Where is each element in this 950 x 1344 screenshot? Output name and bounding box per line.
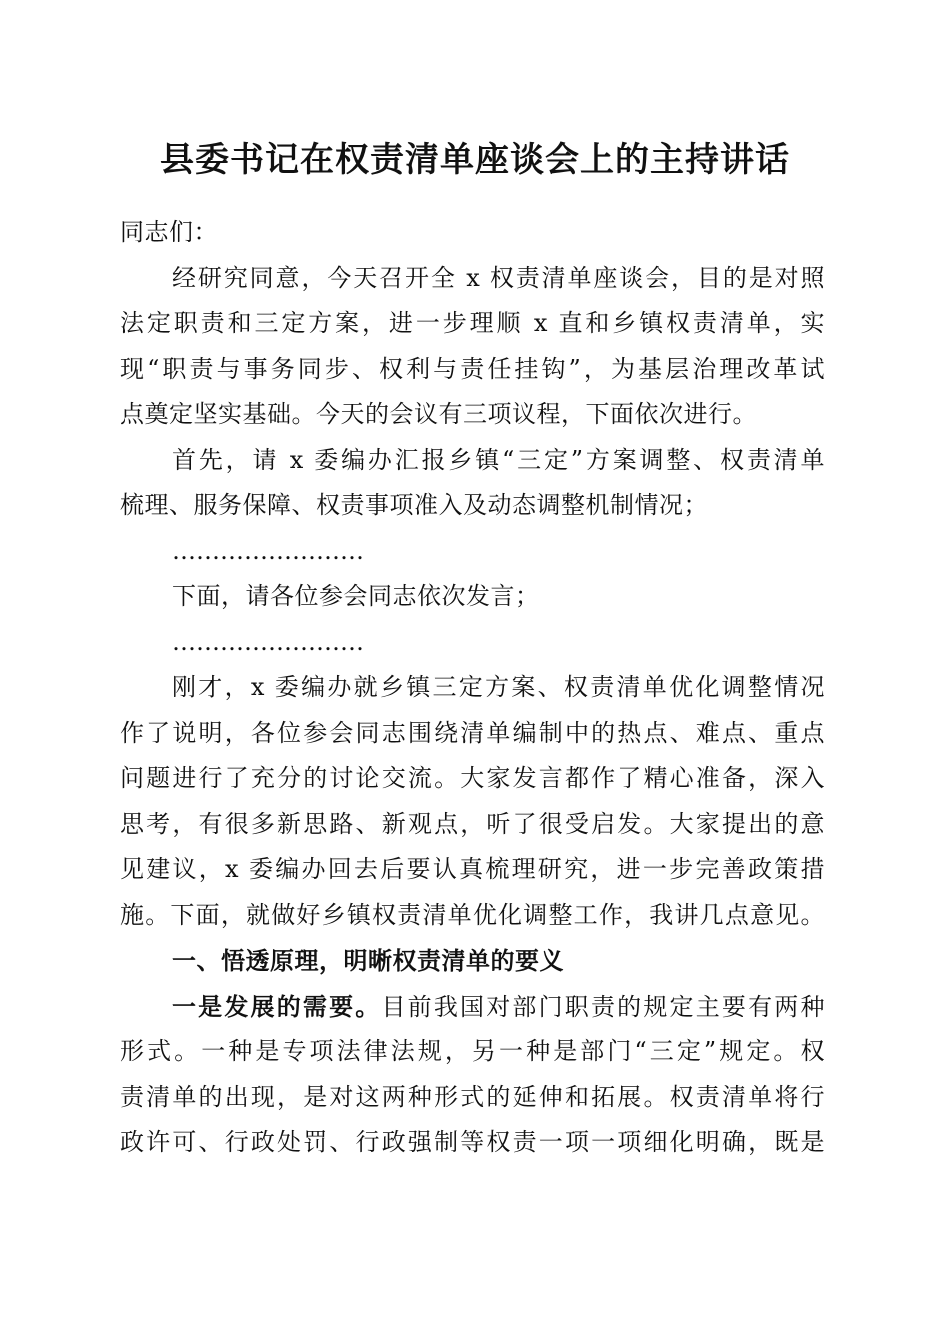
paragraph-2 [120,438,825,529]
ellipsis-placeholder: …………………… [172,536,364,565]
paragraph-line: 形式。一种是专项法律法规，另一种是部门“三定”规定。权 [120,1037,825,1065]
paragraph-line-text: 目前我国对部门职责的规定主要有两种 [381,992,825,1021]
paragraph-line [120,984,825,1030]
paragraph-1 [120,256,825,438]
paragraph-line: 责清单的出现，是对这两种形式的延伸和拓展。权责清单将行 [120,1082,825,1111]
paragraph-line: 见建议，x 委编办回去后要认真梳理研究，进一步完善政策措 [120,855,825,883]
paragraph-line: 刚才，x 委编办就乡镇三定方案、权责清单优化调整情况 [172,673,825,701]
paragraph-line: 经研究同意，今天召开全 x 权责清单座谈会，目的是对照 [172,263,825,292]
paragraph-line: 思考，有很多新思路、新观点，听了很受启发。大家提出的意 [120,809,825,838]
paragraph-line: 施。下面，就做好乡镇权责清单优化调整工作，我讲几点意见。 [120,900,825,929]
paragraph-line: 梳理、服务保障、权责事项准入及动态调整机制情况； [120,491,708,519]
section-heading: 一、悟透原理，明晰权责清单的要义 [172,946,564,975]
document-title: 县委书记在权责清单座谈会上的主持讲话 [160,140,790,180]
paragraph-line: 法定职责和三定方案，进一步理顺 x 直和乡镇权责清单，实 [120,309,825,337]
paragraph-line: 问题进行了充分的讨论交流。大家发言都作了精心准备，深入 [120,764,825,792]
paragraph-lead: 一是发展的需要。 [172,991,382,1021]
paragraph-3: 下面，请各位参会同志依次发言； [172,582,540,610]
paragraph-4 [120,665,825,938]
paragraph-line: 现“职责与事务同步、权利与责任挂钩”，为基层治理改革试 [120,354,825,383]
salutation: 同志们： [120,218,218,246]
paragraph-line: 政许可、行政处罚、行政强制等权责一项一项细化明确，既是 [120,1128,825,1156]
paragraph-line: 作了说明，各位参会同志围绕清单编制中的热点、难点、重点 [120,718,825,747]
paragraph-line: 点奠定坚实基础。今天的会议有三项议程，下面依次进行。 [120,400,757,428]
document-body [120,210,825,1166]
ellipsis-placeholder: …………………… [172,627,364,656]
paragraph-line: 首先，请 x 委编办汇报乡镇“三定”方案调整、权责清单 [172,445,825,474]
paragraph-5 [120,984,825,1166]
